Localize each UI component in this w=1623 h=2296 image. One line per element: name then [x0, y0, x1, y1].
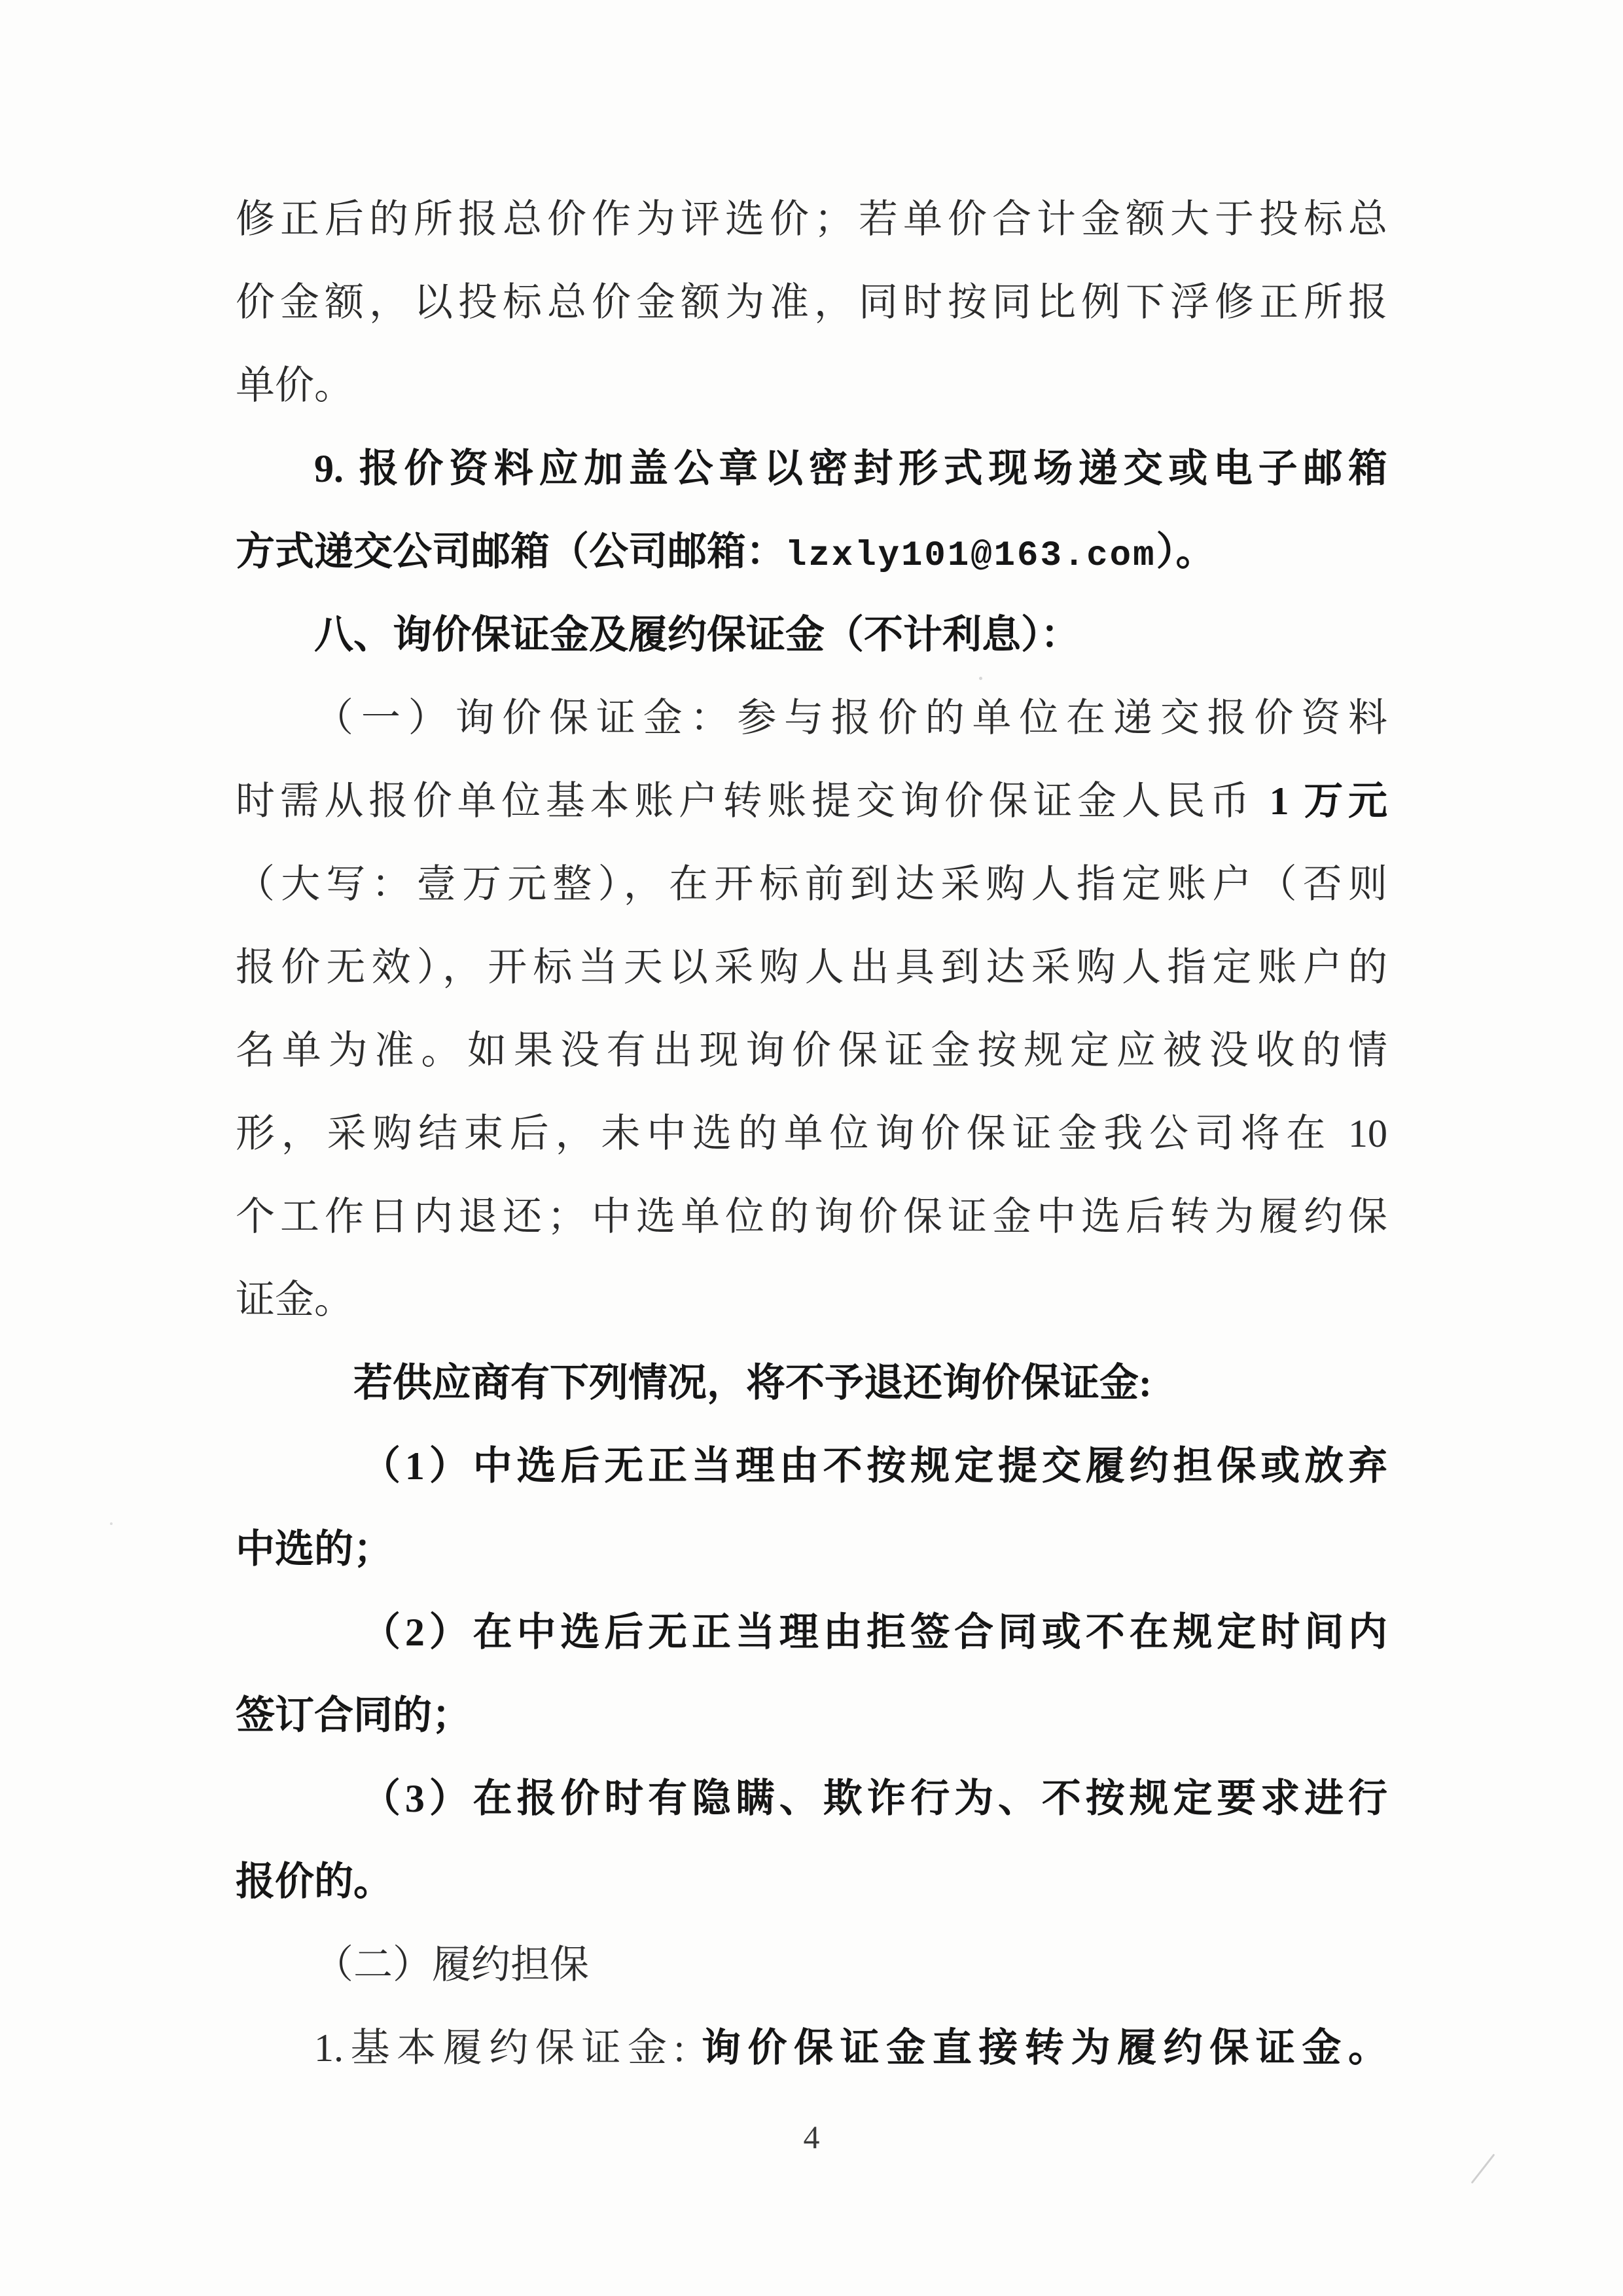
text-line: 价金额，以投标总价金额为准，同时按同比例下浮修正所报 [236, 281, 1387, 324]
text-line: （二）履约担保 [314, 1943, 589, 1986]
text-line [236, 760, 1387, 843]
text-line: 八、询价保证金及履约保证金（不计利息）： [314, 613, 1080, 656]
text-segment: 1 万元 [1269, 780, 1388, 823]
text-line: 证金。 [236, 1278, 353, 1321]
text-line [236, 2007, 1387, 2090]
text-line: 9. 报价资料应加盖公章以密封形式现场递交或电子邮箱 [314, 447, 1387, 490]
text-line: 修正后的所报总价作为评选价；若单价合计金额大于投标总 [236, 198, 1387, 241]
text-line: （2）在中选后无正当理由拒签合同或不在规定时间内 [361, 1611, 1387, 1654]
text-line: 签订合同的； [236, 1694, 471, 1737]
text-segment: 1.基本履约保证金: [314, 2026, 702, 2070]
text-line: 若供应商有下列情况，将不予退还询价保证金: [353, 1361, 1152, 1405]
text-segment: 方式递交公司邮箱（公司邮箱： [236, 530, 785, 573]
scan-artifact-speck [979, 677, 982, 680]
text-segment: 询价保证金直接转为履约保证金。 [701, 2026, 1388, 2070]
text-segment: ）。 [1156, 530, 1215, 573]
text-line: （一）询价保证金：参与报价的单位在递交报价资料 [314, 696, 1387, 740]
text-line: 名单为准。如果没有出现询价保证金按规定应被没收的情 [236, 1029, 1387, 1072]
text-line: （大写：壹万元整），在开标前到达采购人指定账户（否则 [236, 863, 1387, 906]
text-line [236, 511, 1387, 594]
text-line: 报价无效），开标当天以采购人出具到达采购人指定账户的 [236, 946, 1387, 989]
text-line: 个工作日内退还；中选单位的询价保证金中选后转为履约保 [236, 1195, 1387, 1238]
page-number: 4 [803, 2119, 820, 2155]
text-line: 中选的； [236, 1528, 393, 1571]
text-line: （3）在报价时有隐瞒、欺诈行为、不按规定要求进行 [361, 1777, 1387, 1820]
text-line: 单价。 [236, 364, 353, 407]
email-text: lzxly101@163.com [785, 536, 1156, 576]
text-line: 形，采购结束后，未中选的单位询价保证金我公司将在 10 [236, 1112, 1387, 1155]
document-text-block [236, 178, 1387, 2090]
text-segment: 时需从报价单位基本账户转账提交询价保证金人民币 [236, 780, 1270, 823]
text-line: 报价的。 [236, 1860, 393, 1903]
scan-artifact-speck [110, 1522, 113, 1525]
text-line: （1）中选后无正当理由不按规定提交履约担保或放弃 [361, 1444, 1387, 1488]
